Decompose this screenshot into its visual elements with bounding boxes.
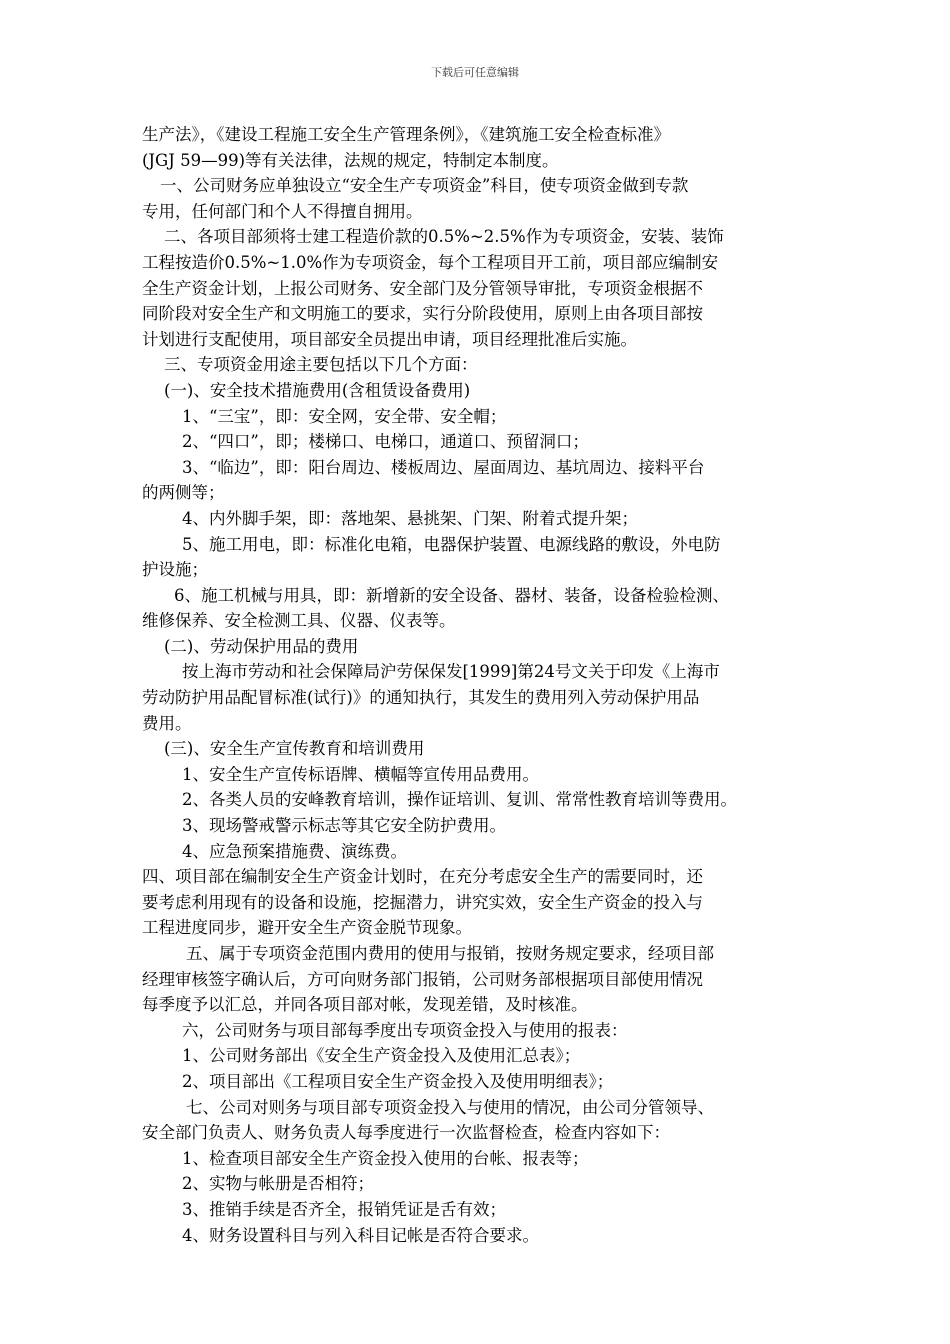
text-line: 1、检查项目部安全生产资金投入使用的台帐、报表等； (182, 1148, 589, 1168)
text-line: (三)、安全生产宣传教育和培训费用 (164, 739, 425, 759)
text-line: 1、“三宝”，即：安全网，安全带、安全帽； (182, 406, 507, 426)
page-header: 下载后可任意编辑 (431, 66, 519, 79)
text-line: 按上海市劳动和社会保障局沪劳保保发[1999]第24号文关于印发《上海市 (182, 662, 720, 682)
text-line: 4、财务设置科目与列入科目记帐是否符合要求。 (182, 1225, 539, 1245)
text-line: 七、公司对则务与项目部专项资金投入与使用的情况，由公司分管领导、 (186, 1097, 714, 1117)
text-line: 要考虑利用现有的设备和设施，挖掘潜力，讲究实效，安全生产资金的投入与 (142, 892, 703, 912)
text-line: 一、公司财务应单独设立“安全生产专项资金”科目，使专项资金做到专款 (160, 176, 689, 196)
text-line: 2、“四口”，即；楼梯口、电梯口，通道口、预留洞口； (182, 432, 589, 452)
text-line: 五、属于专项资金范围内费用的使用与报销，按财务规定要求，经项目部 (186, 944, 714, 963)
text-line: 2、实物与帐册是否相符； (182, 1174, 374, 1194)
text-line: 安全部门负责人、财务负责人每季度进行一次监督检查，检查内容如下： (142, 1123, 670, 1143)
text-line: 费用。 (142, 713, 192, 733)
text-line: 每季度予以汇总，并同各项目部对帐，发现差错，及时核准。 (142, 995, 588, 1015)
text-line: 护设施； (142, 560, 208, 580)
text-line: 同阶段对安全生产和文明施工的要求，实行分阶段使用，原则上由各项目部按 (142, 304, 703, 324)
text-line: 专用，任何部门和个人不得擅自拥用。 (142, 201, 423, 221)
text-line: 工程按造价0.5%~1.0%作为专项资金，每个工程项目开工前，项目部应编制安 (142, 252, 719, 272)
text-line: (JGJ 59—99)等有关法律，法规的规定，特制定本制度。 (142, 150, 559, 170)
text-line: 6、施工机械与用具，即：新增新的安全设备、器材、装备，设备检验检测、 (174, 585, 729, 605)
text-line: 的两侧等； (142, 483, 225, 503)
text-line: 2、各类人员的安峰教育培训，操作证培训、复训、常常性教育培训等费用。 (182, 790, 737, 810)
text-line: 计划进行支配使用，项目部安全员提出申请，项目经理批准后实施。 (142, 329, 637, 349)
text-line: 工程进度同步，避开安全生产资金脱节现象。 (142, 918, 472, 938)
text-line: 维修保养、安全检测工具、仪器、仪表等。 (142, 611, 456, 631)
text-line: 3、推销手续是否齐全，报销凭证是舌有效； (182, 1199, 506, 1219)
text-line: 5、施工用电，即：标准化电箱，电器保护装置、电源线路的敷设，外电防 (182, 534, 721, 554)
text-line: 全生产资金计划，上报公司财务、安全部门及分管领导审批，专项资金根据不 (142, 278, 703, 298)
text-line: (一)、安全技术措施费用(含租赁设备费用) (164, 380, 471, 400)
document-body (142, 122, 822, 1248)
text-line: 生产法》，《建设工程施工安全生产管理条例》，《建筑施工安全检查标准》 (142, 125, 670, 144)
text-line: 3、“临边”，即：阳台周边、楼板周边、屋面周边、基坑周边、接料平台 (182, 457, 705, 477)
text-line: 六，公司财务与项目部每季度出专项资金投入与使用的报表： (182, 1020, 628, 1040)
text-line: 二、各项目部须将士建工程造价款的0.5%~2.5%作为专项资金，安装、装饰 (164, 227, 724, 247)
text-line: (二)、劳动保护用品的费用 (164, 636, 359, 656)
text-line: 经理审核签字确认后，方可向财务部门报销，公司财务部根据项目部使用情况 (142, 969, 703, 989)
text-line: 劳动防护用品配冒标准(试行)》的通知执行，其发生的费用列入劳动保护用品 (142, 688, 700, 708)
text-line: 四、项目部在编制安全生产资金计划时，在充分考虑安全生产的需要同时，还 (142, 867, 703, 887)
text-line: 4、内外脚手架，即：落地架、悬挑架、门架、附着式提升架； (182, 508, 638, 528)
text-line: 2、项目部出《工程项目安全生产资金投入及使用明细表》； (182, 1071, 614, 1091)
text-line: 三、专项资金用途主要包括以下几个方面： (164, 355, 478, 375)
text-line: 4、应急预案措施费、演练费。 (182, 841, 407, 861)
text-line: 1、公司财务部出《安全生产资金投入及使用汇总表》； (182, 1046, 581, 1066)
text-line: 3、现场警戒警示标志等其它安全防护费用。 (182, 816, 506, 836)
text-line: 1、安全生产宣传标语牌、横幅等宣传用品费用。 (182, 764, 539, 784)
